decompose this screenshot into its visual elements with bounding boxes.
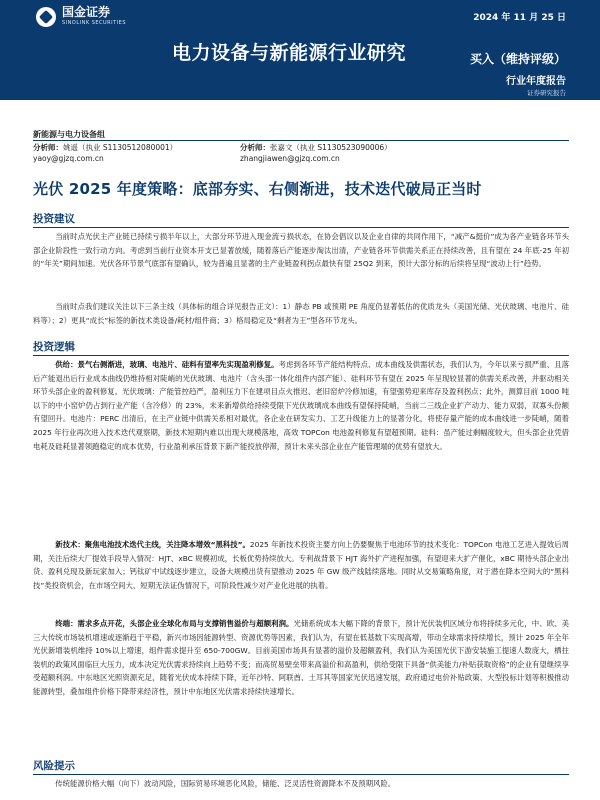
paragraph-lead: 供给：景气右侧渐进，玻璃、电池片、硅料有望率先实现盈利修复。	[55, 360, 279, 369]
paragraph-body: 2025 年新技术投资主要方向上仍要聚焦于电池环节的技术变化：TOPCon 电池工艺进入提效后周期，关注后续大厂提效手段导入情况：HJT、xBC 规模初成，长板优势持续放大。专利战背景下 HJT 海外扩产进程加强，有望迎来大扩产催化，xBC 期待头部企业出货、盈利兑现及新玩家加入；钙钛矿中试线逐步建立，设备大规模出货有望推动 2025 年 GW 级产线陆续落地。同时从交易策略角度，对于潜在降本空间大的“黑科技”类投资机会，在市场空间大、短期无法证伪情况下，可阶段性减少对产业化进展的执着。	[33, 540, 569, 590]
report-type: 行业年度报告	[506, 76, 566, 87]
report-date: 2024 年 11 月 25 日	[473, 13, 566, 23]
section-heading-logic: 投资逻辑	[33, 341, 75, 353]
section-divider	[33, 774, 569, 775]
rating-label: 买入（维持评级）	[469, 52, 566, 66]
section-heading-advice: 投资建议	[33, 213, 75, 225]
paragraph-lead: 新技术：聚焦电池技术迭代主线，关注降本增效“黑科技”。	[55, 540, 250, 549]
header-divider	[33, 140, 569, 141]
analyst-label: 分析师：	[33, 143, 63, 152]
sector-group: 新能源与电力设备组	[33, 130, 105, 139]
logo-name-en: SINOLINK SECURITIES	[62, 20, 126, 26]
section-divider	[33, 355, 569, 356]
analyst-label: 分析师：	[240, 143, 270, 152]
logic-paragraph-supply	[33, 358, 569, 453]
logic-paragraph-technology	[33, 538, 569, 592]
industry-title: 电力设备与新能源行业研究	[172, 42, 407, 64]
analyst-block-2	[240, 142, 392, 164]
risk-paragraph: 传统能源价格大幅（向下）波动风险，国际贸易环境恶化风险，储能、泛灵活性资源降本不及预期风险。	[55, 779, 396, 788]
advice-paragraph-1: 当前时点光伏主产业链已持续亏损半年以上，大部分环节进入现金流亏损状态，在协会倡议以及企业自律的共同作用下，“减产&挺价”成为各产业链各环节头部企业阶段性一致行动方向。考虑到当前行业资本开支已显著放缓，随着落后产能逐步淘汰出清，产业链各环节供需关系正在持续改善，且有望在 24 年底-25 年初的“年关”期间加速。光伏各环节景气底部有望确认，较为普遍且显著的主产业链盈利拐点最快有望 25Q2 到来，预计大部分标的后续将呈现“波动上行”趋势。	[33, 232, 569, 269]
analyst-email[interactable]: yaoy@gjzq.com.cn	[33, 154, 104, 163]
paragraph-body: 光储系统成本大幅下降的背景下，预计光伏装机区域分布将持续多元化，中、欧、美三大传统市场装机增速或逐渐趋于平稳，新兴市场因能源转型、资源优势等因素，我们认为，有望在低基数下实现高增，带动全球需求持续增长，预计 2025 年全年光伏新增装机维持 10%以上增速，组件需求提升至 650-700GW。目前美国市场具有显著的溢价及超额盈利，我们认为美国光伏下游安装施工提速人数庞大，栖拄装机的政策风面临巨大压力，成本决定光伏需求持续向上趋势不变；而高贸易壁垒带来高溢价和高盈利，供给受限下具备“供美能力/补贴获取资格”的企业有望继续享受超额利润。中东地区光照资源充足，随着光伏成本持续下降，近年沙特、阿联酋、土耳其等国家光伏迅速发展，政府通过电价补贴政策、大型投标计划等积极推动能源转型，叠加组件价格下降带来经济性，预计中东地区光伏需求持续快速增长。	[33, 619, 569, 696]
section-divider	[33, 227, 569, 228]
section-heading-risk: 风险提示	[33, 760, 75, 772]
company-logo	[36, 6, 126, 27]
paragraph-lead: 终端：需求多点开花，头部企业全球化布局与支撑销售溢价与超额利润。	[55, 619, 294, 628]
analyst-name: 姚遥（执业 S1130512080001）	[63, 143, 178, 152]
analyst-name: 张嘉文（执业 S1130523090006）	[270, 143, 392, 152]
logo-icon	[36, 7, 56, 27]
analyst-block-1	[33, 142, 177, 164]
paragraph-body: 考虑到各环节产能结构特点、成本曲线及供需状态，我们认为，今年以来亏损严重、且落后产能退出后行业成本曲线仍维持相对陡峭的光伏玻璃、电池片（含头部一体化组件内部产能）、硅料环节有望在 2025 年呈现较显著的供需关系改善，并驱动相关环节头部企业的盈利修复。光伏玻璃：产能管控趋严，盈利压力下在建项目点火推迟、老旧窑炉冷修加速，有望强势迎来库存及盈利拐点；此外，测算目前 1000 吨以下的中小窑炉仍占到行业产能（含冷修）的 23%，未来新增供给持续受限下光伏玻璃成本曲线有望保持陡峭，当前二三线企业扩产动力、能力双弱，双寡头份额有望回升。电池片：PERC 出清后，在主产业链中供需关系相对最优，各企业在研发实力、工艺升级能力上的显著分化，将使存量产能的成本曲线进一步陡峭，随着 2025 年行业再次进入技术迭代观察期，新技术短期内难以出现大规模落地，高效 TOPCon 电池盈利修复有望超预期。硅料：虽产能过剩幅度较大，但头部企业凭借电耗及硅耗显著领跑稳定的成本优势，行业盈利承压背景下新产能投放停滞，预计未来头部企业在产能管理端的优势有望放大。	[33, 360, 569, 451]
report-main-title: 光伏 2025 年度策略：底部夯实、右侧渐进，技术迭代破局正当时	[33, 180, 482, 198]
report-header	[0, 0, 600, 100]
analyst-email[interactable]: zhangjiawen@gjzq.com.cn	[240, 154, 340, 163]
logic-paragraph-demand	[33, 617, 569, 699]
advice-paragraph-2: 当前时点我们建议关注以下三条主线（具体标的组合详见报告正文）：1）静态 PB 或预期 PE 角度仍显著低估的优质龙头（美国光储、光伏玻璃、电池片、硅料等）；2）更具“成长”标签的新技术类设备/耗材/组件商；3）格局稳定及“剩者为王”型各环节龙头。	[33, 302, 569, 325]
report-category: 证券研究报告	[527, 89, 566, 97]
logo-name-cn: 国金证券	[62, 5, 111, 19]
